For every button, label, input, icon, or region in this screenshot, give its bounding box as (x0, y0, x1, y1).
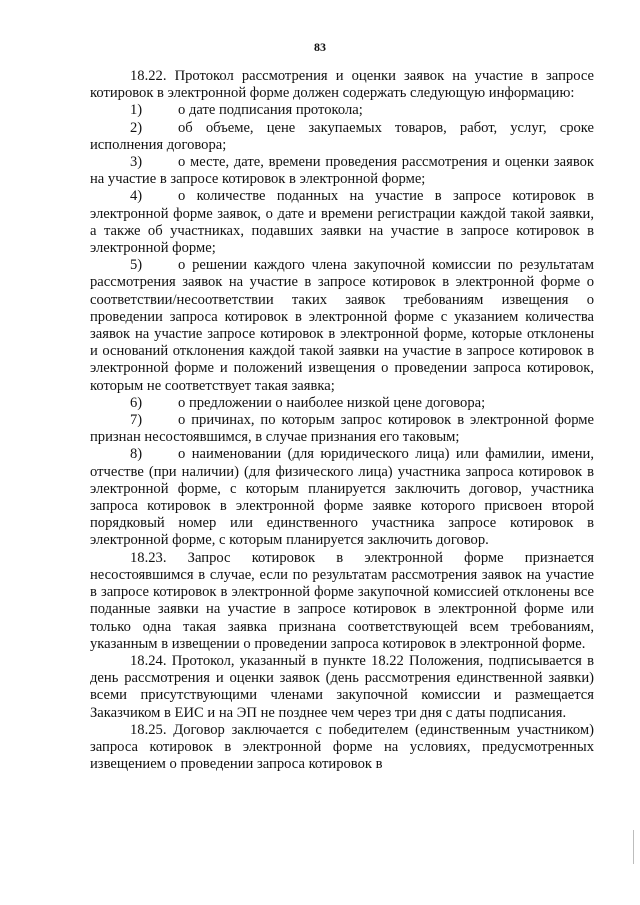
list-item-number: 8) (130, 446, 143, 463)
list-item (90, 257, 594, 395)
list-item-number: 7) (130, 412, 143, 429)
list-item-number: 5) (130, 257, 143, 274)
list-item (90, 188, 594, 257)
document-body (90, 68, 594, 773)
list-item (90, 120, 594, 154)
list-item (90, 154, 594, 188)
list-item-text: о наименовании (для юридического лица) или фамилии, имени, отчестве (при наличии) (для физического лица) участника запроса котировок в электронной форме, с которым планируется заключить договор, участника запроса котировок в электронной форме заявке которого присвоен второй порядковый номер или единственного участника запросе котировок в электронной форме, с которым планируется заключить договор. (90, 446, 594, 549)
list-item (90, 446, 594, 549)
paragraph-18-23: 18.23. Запрос котировок в электронной форме признается несостоявшимся в случае, если по результатам рассмотрения заявок на участие в запросе котировок в электронной форме закупочной комиссией отклонены все поданные заявки на участие в запросе котировок в электронной форме или только одна такая заявка признана соответствующей всем требованиям, указанным в извещении о проведении запроса котировок в электронной форме. (90, 549, 594, 652)
list-item (90, 412, 594, 446)
list-item-text: о предложении о наиболее низкой цене договора; (178, 394, 486, 411)
list-item-number: 6) (130, 394, 143, 411)
list-item-text: о количестве поданных на участие в запросе котировок в электронной форме заявок, о дате и времени регистрации каждой такой заявки, а также об участниках, подавших заявки на участие в запросе котировок в электронной форме; (90, 188, 594, 257)
list-item-text: о решении каждого члена закупочной комиссии по результатам рассмотрения заявок на участие в запросе котировок в электронной форме о соответствии/несоответствии таких заявок требованиям извещения о проведении запроса котировок в электронной форме с указанием количества заявок на участие запросе котировок в электронной форме, которые отклонены и оснований отклонения каждой такой заявки на участие в запросе котировок в электронной форме и положений извещения о проведении запроса котировок, которым не соответствует такая заявка; (90, 257, 594, 394)
page-number: 83 (314, 40, 326, 54)
list-item-number: 3) (130, 154, 143, 171)
list-item-text: о месте, дате, времени проведения рассмотрения и оценки заявок на участие в запросе котировок в электронной форме; (90, 154, 594, 188)
list-item (90, 102, 594, 119)
paragraph-18-25: 18.25. Договор заключается с победителем (единственным участником) запроса котировок в электронной форме на условиях, предусмотренных извещением о проведении запроса котировок в (90, 721, 594, 773)
paragraph-18-22: 18.22. Протокол рассмотрения и оценки заявок на участие в запросе котировок в электронной форме должен содержать следующую информацию: (90, 68, 594, 102)
list-item-text: о причинах, по которым запрос котировок в электронной форме признан несостоявшимся, в случае признания его таковым; (90, 412, 594, 446)
list-item-number: 1) (130, 102, 143, 119)
list-item-number: 4) (130, 188, 143, 205)
list-item-text: о дате подписания протокола; (178, 102, 363, 119)
list-item-number: 2) (130, 119, 143, 136)
paragraph-18-24: 18.24. Протокол, указанный в пункте 18.22 Положения, подписывается в день рассмотрения и оценки заявок (день рассмотрения единственной заявки) всеми присутствующими членами закупочной комиссии и размещается Заказчиком в ЕИС и на ЭП не позднее чем через три дня с даты подписания. (90, 652, 594, 721)
list-item (90, 395, 594, 412)
list-item-text: об объеме, цене закупаемых товаров, работ, услуг, сроке исполнения договора; (90, 119, 594, 153)
scan-edge-mark (633, 830, 634, 864)
